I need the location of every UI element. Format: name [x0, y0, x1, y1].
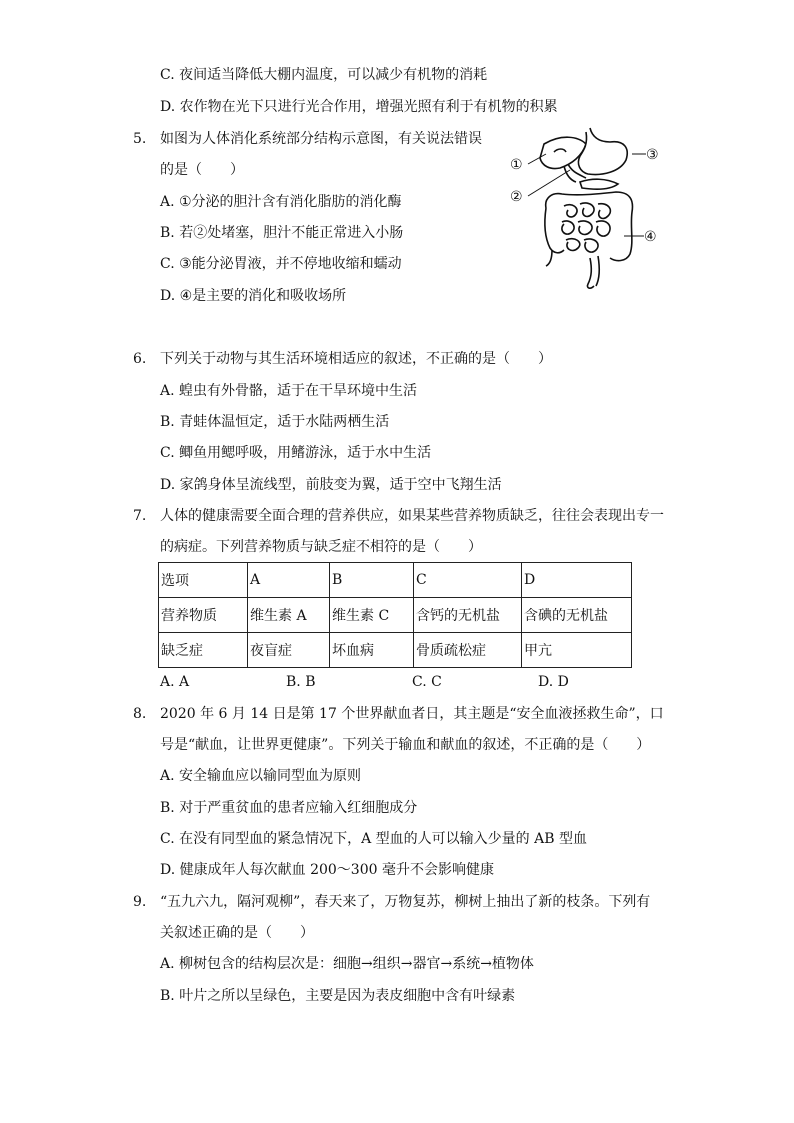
question-number: 5.	[133, 131, 147, 147]
question-number: 8.	[133, 706, 147, 722]
option-c: C. 在没有同型血的紧急情况下，A 型血的人可以输入少量的 AB 型血	[160, 831, 587, 847]
question-stem-cont: 关叙述正确的是（ ）	[160, 925, 314, 941]
table-cell: 甲亢	[522, 633, 632, 668]
question-stem-cont: 的病症。下列营养物质与缺乏症不相符的是（ ）	[160, 539, 482, 555]
question-number: 9.	[133, 894, 147, 910]
question-stem: 下列关于动物与其生活环境相适应的叙述，不正确的是（ ）	[160, 351, 552, 367]
question-stem: 2020 年 6 月 14 日是第 17 个世界献血者日，其主题是“安全血液拯救生命”，口	[160, 706, 664, 722]
question-stem-cont: 的是（ ）	[160, 162, 244, 178]
figure-label-3: ③	[646, 147, 659, 163]
table-cell: 坏血病	[330, 633, 414, 668]
nutrient-table	[158, 562, 632, 668]
table-row	[159, 563, 632, 598]
option-b: B. 对于严重贫血的患者应输入红细胞成分	[160, 800, 418, 816]
question-number: 7.	[133, 508, 147, 524]
table-cell: B	[330, 563, 414, 598]
option-c: C. C	[412, 674, 442, 690]
option-d: D. 家鸽身体呈流线型，前肢变为翼，适于空中飞翔生活	[160, 477, 502, 493]
question-stem: “五九六九，隔河观柳”，春天来了，万物复苏，柳树上抽出了新的枝条。下列有	[160, 894, 651, 910]
table-cell: 选项	[159, 563, 248, 598]
option-c: C. 鲫鱼用鳃呼吸，用鳍游泳，适于水中生活	[160, 445, 432, 461]
option-b: B. 叶片之所以呈绿色，主要是因为表皮细胞中含有叶绿素	[160, 988, 516, 1004]
table-row	[159, 598, 632, 633]
question-stem: 人体的健康需要全面合理的营养供应，如果某些营养物质缺乏，往往会表现出专一	[160, 508, 664, 524]
digestive-system-figure	[506, 122, 666, 292]
option-d: D. 健康成年人每次献血 200～300 毫升不会影响健康	[160, 862, 494, 878]
question-number: 6.	[133, 351, 147, 367]
figure-label-1: ①	[510, 157, 523, 173]
option-b: B. 若②处堵塞，胆汁不能正常进入小肠	[160, 225, 404, 241]
table-cell: 缺乏症	[159, 633, 248, 668]
option-d: D. ④是主要的消化和吸收场所	[160, 288, 347, 304]
figure-label-2: ②	[510, 189, 523, 205]
table-cell: A	[248, 563, 330, 598]
table-cell: 维生素 A	[248, 598, 330, 633]
option-a: A. A	[160, 674, 190, 690]
table-cell: 营养物质	[159, 598, 248, 633]
option-c: C. ③能分泌胃液，并不停地收缩和蠕动	[160, 256, 402, 272]
table-cell: C	[414, 563, 522, 598]
option-d: D. 农作物在光下只进行光合作用，增强光照有利于有机物的积累	[160, 99, 558, 115]
table-cell: 夜盲症	[248, 633, 330, 668]
option-a: A. 安全输血应以输同型血为原则	[160, 768, 362, 784]
option-c: C. 夜间适当降低大棚内温度，可以减少有机物的消耗	[160, 67, 488, 83]
option-d: D. D	[538, 674, 569, 690]
option-a: A. 柳树包含的结构层次是：细胞→组织→器官→系统→植物体	[160, 956, 534, 972]
table-cell: D	[522, 563, 632, 598]
question-stem: 如图为人体消化系统部分结构示意图，有关说法错误	[160, 131, 482, 147]
option-a: A. ①分泌的胆汁含有消化脂肪的消化酶	[160, 194, 402, 210]
table-cell: 含碘的无机盐	[522, 598, 632, 633]
figure-label-4: ④	[644, 229, 657, 245]
table-cell: 骨质疏松症	[414, 633, 522, 668]
option-b: B. 青蛙体温恒定，适于水陆两栖生活	[160, 414, 390, 430]
table-row	[159, 633, 632, 668]
option-a: A. 蝗虫有外骨骼，适于在干旱环境中生活	[160, 383, 418, 399]
option-b: B. B	[286, 674, 316, 690]
table-cell: 维生素 C	[330, 598, 414, 633]
question-stem-cont: 号是“献血，让世界更健康”。下列关于输血和献血的叙述，不正确的是（ ）	[160, 737, 651, 753]
table-cell: 含钙的无机盐	[414, 598, 522, 633]
